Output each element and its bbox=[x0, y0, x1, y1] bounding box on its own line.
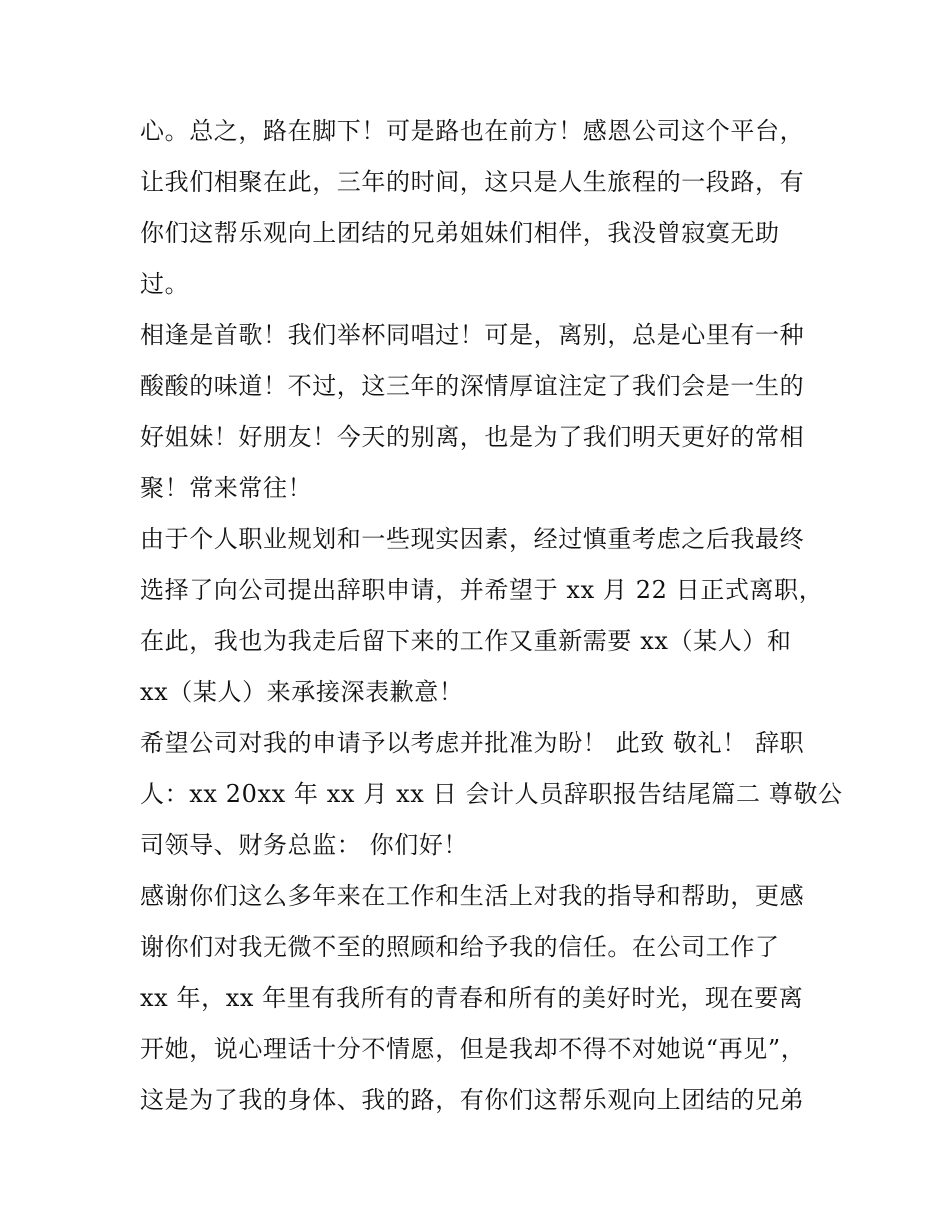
text-line: 人：xx 20xx 年 xx 月 xx 日 会计人员辞职报告结尾篇二 尊敬公 bbox=[140, 780, 843, 808]
text-line: 开她，说心理话十分不情愿，但是我却不得不对她说“再见”， bbox=[140, 1035, 806, 1063]
text-line: 谢你们对我无微不至的照顾和给予我的信任。在公司工作了 bbox=[140, 933, 780, 961]
text-line: 选择了向公司提出辞职申请，并希望于 xx 月 22 日正式离职， bbox=[140, 576, 824, 604]
text-line: 心。总之，路在脚下！可是路也在前方！感恩公司这个平台， bbox=[140, 117, 805, 145]
text-line: 感谢你们这么多年来在工作和生活上对我的指导和帮助，更感 bbox=[140, 882, 805, 910]
text-line: 在此，我也为我走后留下来的工作又重新需要 xx（某人）和 bbox=[140, 627, 792, 655]
text-line: xx 年，xx 年里有我所有的青春和所有的美好时光，现在要离 bbox=[140, 984, 804, 1012]
text-line: 司领导、财务总监： 你们好！ bbox=[140, 831, 469, 859]
text-line: 好姐妹！好朋友！今天的别离，也是为了我们明天更好的常相 bbox=[140, 423, 805, 451]
text-line: 由于个人职业规划和一些现实因素，经过慎重考虑之后我最终 bbox=[140, 525, 805, 553]
text-line: 希望公司对我的申请予以考虑并批准为盼！ 此致 敬礼！ 辞职 bbox=[140, 729, 805, 757]
text-line: 相逢是首歌！我们举杯同唱过！可是，离别，总是心里有一种 bbox=[140, 321, 805, 349]
text-line: 过。 bbox=[140, 270, 190, 298]
document-body bbox=[140, 106, 843, 1126]
text-line: xx（某人）来承接深表歉意！ bbox=[140, 678, 464, 706]
text-line: 这是为了我的身体、我的路，有你们这帮乐观向上团结的兄弟 bbox=[140, 1086, 805, 1114]
text-line: 酸酸的味道！不过，这三年的深情厚谊注定了我们会是一生的 bbox=[140, 372, 805, 400]
text-line: 让我们相聚在此，三年的时间，这只是人生旅程的一段路，有 bbox=[140, 168, 805, 196]
text-line: 你们这帮乐观向上团结的兄弟姐妹们相伴，我没曾寂寞无助 bbox=[140, 219, 780, 247]
text-line: 聚！常来常往！ bbox=[140, 474, 313, 502]
